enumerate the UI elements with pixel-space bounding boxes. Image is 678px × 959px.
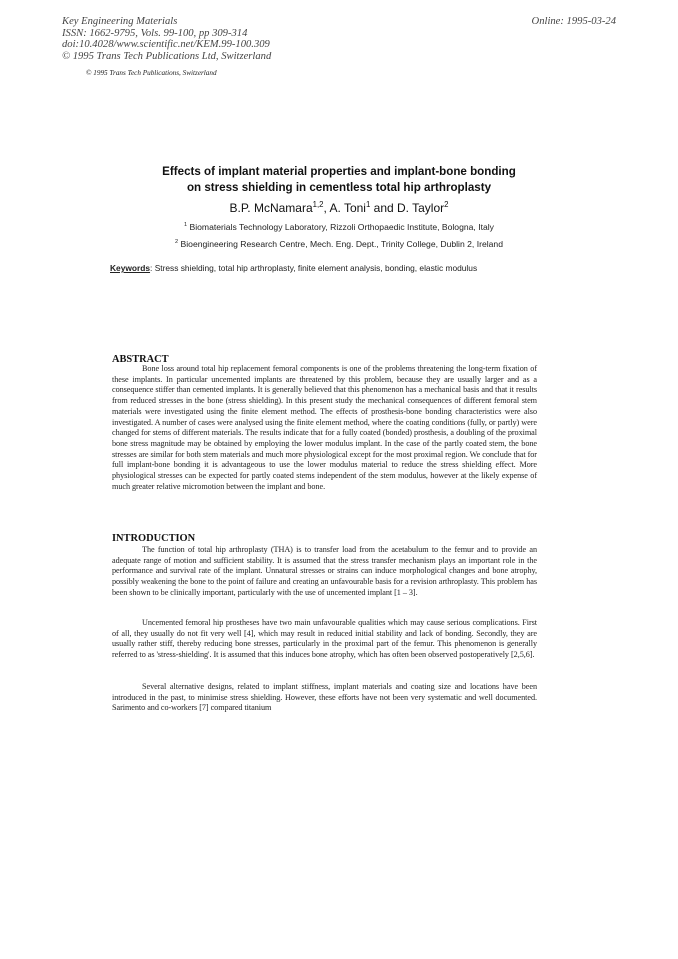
affiliation-mark: 1 (184, 222, 188, 229)
journal-metadata (62, 16, 271, 62)
introduction-paragraph-3: Several alternative designs, related to implant stiffness, implant materials and coating size and locations have been introduced in the past, to minimise stress shielding. However, these efforts have not been very systematic and well documented. Sarimento and co-workers [7] compared titanium (112, 682, 537, 713)
keywords: Keywords: Stress shielding, total hip arthroplasty, finite element analysis, bonding, elastic modulus (110, 263, 478, 273)
issn-line: ISSN: 1662-9795, Vols. 99-100, pp 309-314 (62, 27, 248, 39)
abstract-heading: ABSTRACT (112, 354, 169, 365)
keywords-text: Stress shielding, total hip arthroplasty, finite element analysis, bonding, elastic modulus (154, 263, 478, 273)
affiliation-mark: 2 (175, 239, 179, 246)
author-list: B.P. McNamara$^{1,2}$, A. Toni$^1$ and D. Taylor$^2$ (229, 200, 449, 215)
introduction-paragraph-2: Uncemented femoral hip prostheses have two main unfavourable qualities which may cause serious complications. First of all, they usually do not fit very well [4], which may result in reduced initial stability and lack of bonding. Secondly, they are usually rather stiff, thereby reducing bone stresses, particularly in the proximal part of the femur. This phenomenon is generally referred to as 'stress-shielding'. It is assumed that this induces bone atrophy, which has often been observed postoperatively [2,5,6]. (112, 618, 537, 660)
authors-conjunction: and (373, 201, 394, 215)
affiliation-text: Biomaterials Technology Laboratory, Rizzoli Orthopaedic Institute, Bologna, Italy (189, 222, 494, 232)
title-line-1: Effects of implant material properties and implant-bone bonding (162, 165, 516, 178)
affiliation-1 (60, 222, 618, 232)
paper-title (80, 164, 598, 195)
doi-line: doi:10.4028/www.scientific.net/KEM.99-100.309 (62, 39, 270, 50)
affiliation-2 (60, 239, 618, 249)
publisher-copyright: © 1995 Trans Tech Publications Ltd, Switzerland (62, 50, 272, 62)
original-copyright: © 1995 Trans Tech Publications, Switzerland (86, 69, 217, 77)
online-date: Online: 1995-03-24 (531, 16, 616, 27)
introduction-heading: INTRODUCTION (112, 533, 196, 544)
introduction-paragraph-1: The function of total hip arthroplasty (THA) is to transfer load from the acetabulum to the femur and to provide an adequate range of motion and sufficient stability. It is assumed that the stress transfer mechanism plays an important role in the performance and survival rate of the implant. Unnatural stresses or strains can induce morphological changes and bone atrophy, possibly weakening the bone to the point of failure and creating an unfavourable basis for a revision arthroplasty. This problem has been shown to be clinically important, particularly with the use of uncemented implant [1 – 3]. (112, 545, 537, 597)
affiliation-text: Bioengineering Research Centre, Mech. Eng. Dept., Trinity College, Dublin 2, Ireland (180, 239, 503, 249)
abstract-text: Bone loss around total hip replacement femoral components is one of the problems threatening the long-term fixation of these implants. In particular uncemented implants are threatened by this problem, because they are usually larger and as a consequence stiffer than cemented implants. It is generally believed that this phenomenon has a mechanical basis and that it results from reduced stresses in the bone (stress shielding). In this present study the mechanical consequences of different femoral stem materials were investigated using the finite element method. The effects of prosthesis-bone bonding characteristics were also investigated. A number of cases were analysed using the finite element method, where the coating conditions (fully, or partly) were changed for stems of different materials. The results indicate that for a fully coated (bonded) prosthesis, a doubling of the proximal bone stress magnitude may be obtained by employing the lower modulus implant. In the case of the partly coated stem, the bone stresses are similar for both stem materials and much more physiological except for the most proximal region. We conclude that for full implant-bone bonding it is advantageous to use the lower modulus material to reduce the stress shielding effect. More physiological stresses can be expected for partly coated stems independent of the stem modulus, however at the likely expense of much greater relative micromotion between the implant and bone. (112, 364, 537, 491)
journal-name: Key Engineering Materials (62, 16, 178, 27)
author-affiliation-mark: 2 (444, 200, 449, 209)
author-affiliation-mark: 1,2 (312, 200, 324, 209)
author-name: D. Taylor (397, 201, 445, 215)
author-name: B.P. McNamara (229, 201, 313, 215)
author-affiliation-mark: 1 (365, 200, 371, 209)
author-name: A. Toni (329, 201, 366, 215)
keywords-label: Keywords (110, 263, 151, 273)
title-line-2: on stress shielding in cementless total hip arthroplasty (186, 180, 492, 194)
